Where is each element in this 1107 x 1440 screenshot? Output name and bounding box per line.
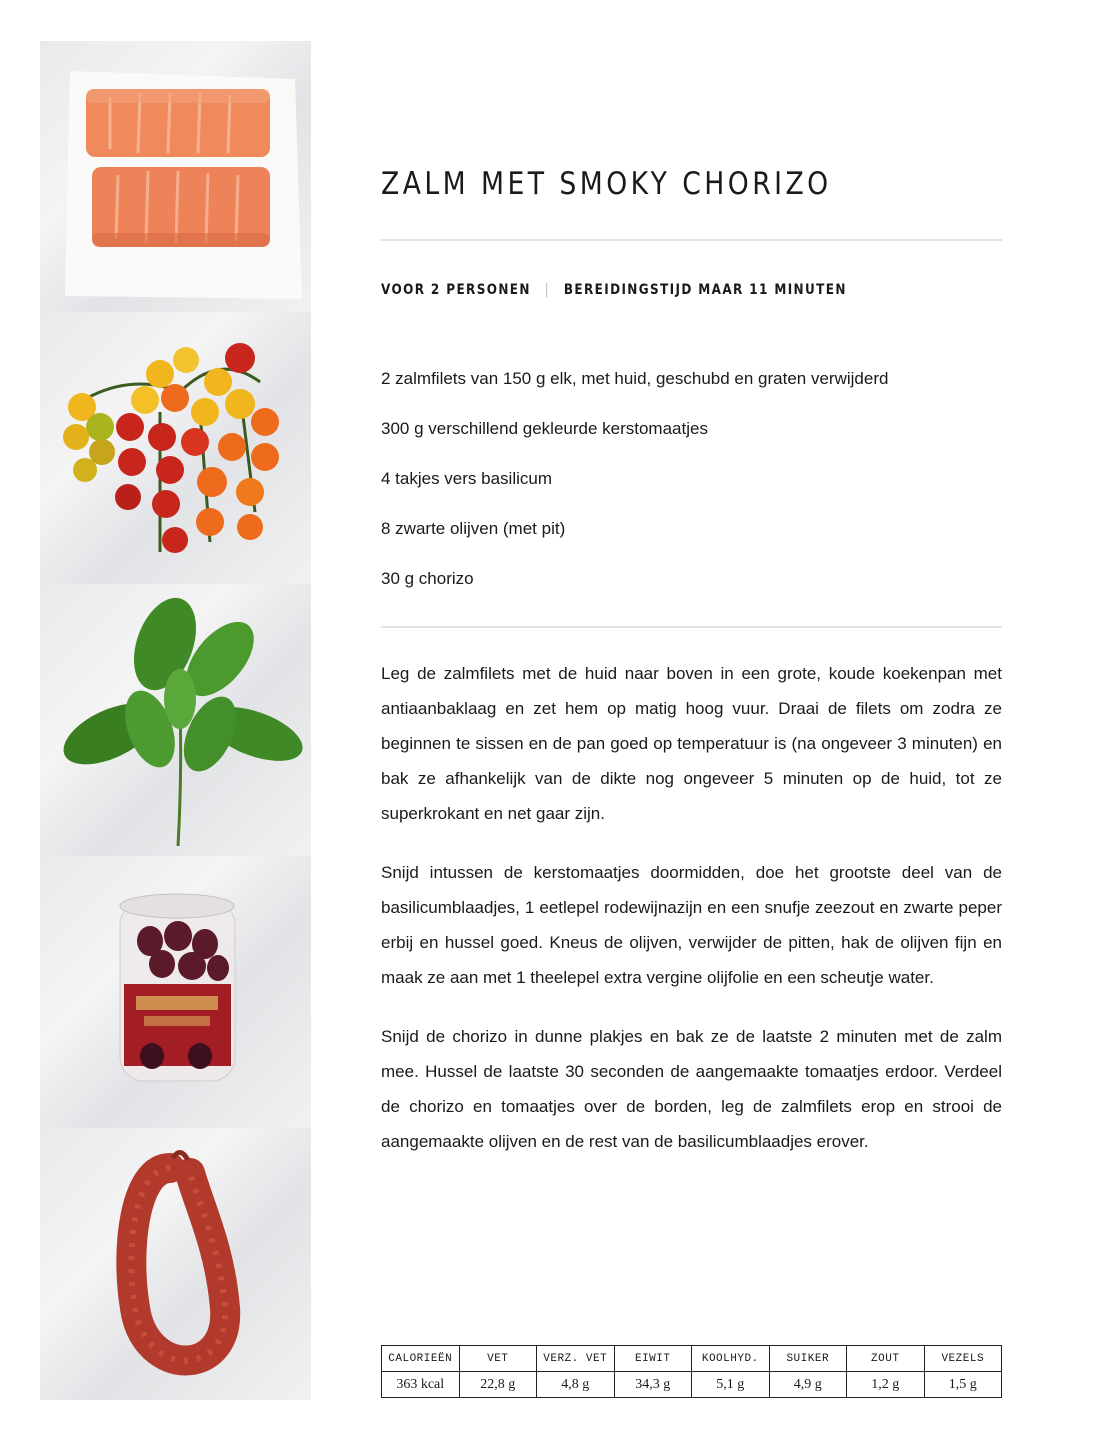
nutrition-header: VERZ. VET xyxy=(537,1346,615,1372)
nutrition-header: KOOLHYD. xyxy=(692,1346,770,1372)
method-step: Snijd intussen de kerstomaatjes doormidden, doe het grootste deel van de basilicumblaadjes, 1 eetlepel rodewijnazijn en een snufje zeezout en zwarte peper erbij en hussel goed. Kneus de olijven, verwijder de pitten, hak de olijven fijn en maak ze aan met 1 theelepel extra vergine olijfolie en een scheutje water. xyxy=(381,863,1002,987)
nutrition-header: SUIKER xyxy=(769,1346,847,1372)
nutrition-header: EIWIT xyxy=(614,1346,692,1372)
nutrition-table xyxy=(381,1345,1002,1398)
olive-jar-photo xyxy=(40,856,311,1128)
nutrition-value: 1,5 g xyxy=(924,1372,1002,1398)
ingredient-item: 8 zwarte olijven (met pit) xyxy=(381,519,566,538)
nutrition-value: 22,8 g xyxy=(459,1372,537,1398)
ingredient-item: 300 g verschillend gekleurde kerstomaatjes xyxy=(381,419,708,438)
ingredient-list xyxy=(381,364,888,614)
chorizo-sausage-photo xyxy=(40,1128,311,1400)
ingredient-item: 30 g chorizo xyxy=(381,569,474,588)
nutrition-header-row xyxy=(382,1346,1002,1372)
salmon-fillets-photo xyxy=(40,41,311,312)
nutrition-header: CALORIEËN xyxy=(382,1346,460,1372)
method-step: Snijd de chorizo in dunne plakjes en bak ze de laatste 2 minuten met de zalm mee. Hussel de laatste 30 seconden de aangemaakte tomaatjes erdoor. Verdeel de chorizo en tomaatjes over de borden, leg de zalmfilets erop en strooi de aangemaakte olijven en de rest van de basilicumblaadjes erover. xyxy=(381,1027,1002,1151)
ingredient-photo-strip xyxy=(40,41,311,1400)
prep-time-label: BEREIDINGSTIJD MAAR 11 MINUTEN xyxy=(563,282,847,298)
servings-label: VOOR 2 PERSONEN xyxy=(381,282,531,298)
nutrition-value: 5,1 g xyxy=(692,1372,770,1398)
method-step: Leg de zalmfilets met de huid naar boven in een grote, koude koekenpan met antiaanbaklaag en zet hem op matig hoog vuur. Draai de filets om zodra ze beginnen te sissen en de pan goed op temperatuur is (na ongeveer 3 minuten) en bak ze afhankelijk van de dikte nog ongeveer 5 minuten op de huid, tot ze superkrokant en net gaar zijn. xyxy=(381,664,1002,823)
recipe-title: ZALM MET SMOKY CHORIZO xyxy=(381,166,832,202)
method-section xyxy=(381,656,1002,1183)
nutrition-value: 363 kcal xyxy=(382,1372,460,1398)
nutrition-header: ZOUT xyxy=(847,1346,925,1372)
nutrition-value: 1,2 g xyxy=(847,1372,925,1398)
nutrition-value-row xyxy=(382,1372,1002,1398)
meta-separator: | xyxy=(544,282,551,298)
nutrition-value: 4,8 g xyxy=(537,1372,615,1398)
recipe-meta xyxy=(381,282,847,298)
divider-middle xyxy=(381,626,1002,628)
nutrition-value: 34,3 g xyxy=(614,1372,692,1398)
ingredient-item: 4 takjes vers basilicum xyxy=(381,469,553,488)
cherry-tomatoes-photo xyxy=(40,312,311,584)
ingredient-item: 2 zalmfilets van 150 g elk, met huid, geschubd en graten verwijderd xyxy=(381,369,889,388)
nutrition-header: VEZELS xyxy=(924,1346,1002,1372)
basil-sprig-photo xyxy=(40,584,311,856)
divider-top xyxy=(381,239,1002,241)
nutrition-header: VET xyxy=(459,1346,537,1372)
nutrition-value: 4,9 g xyxy=(769,1372,847,1398)
